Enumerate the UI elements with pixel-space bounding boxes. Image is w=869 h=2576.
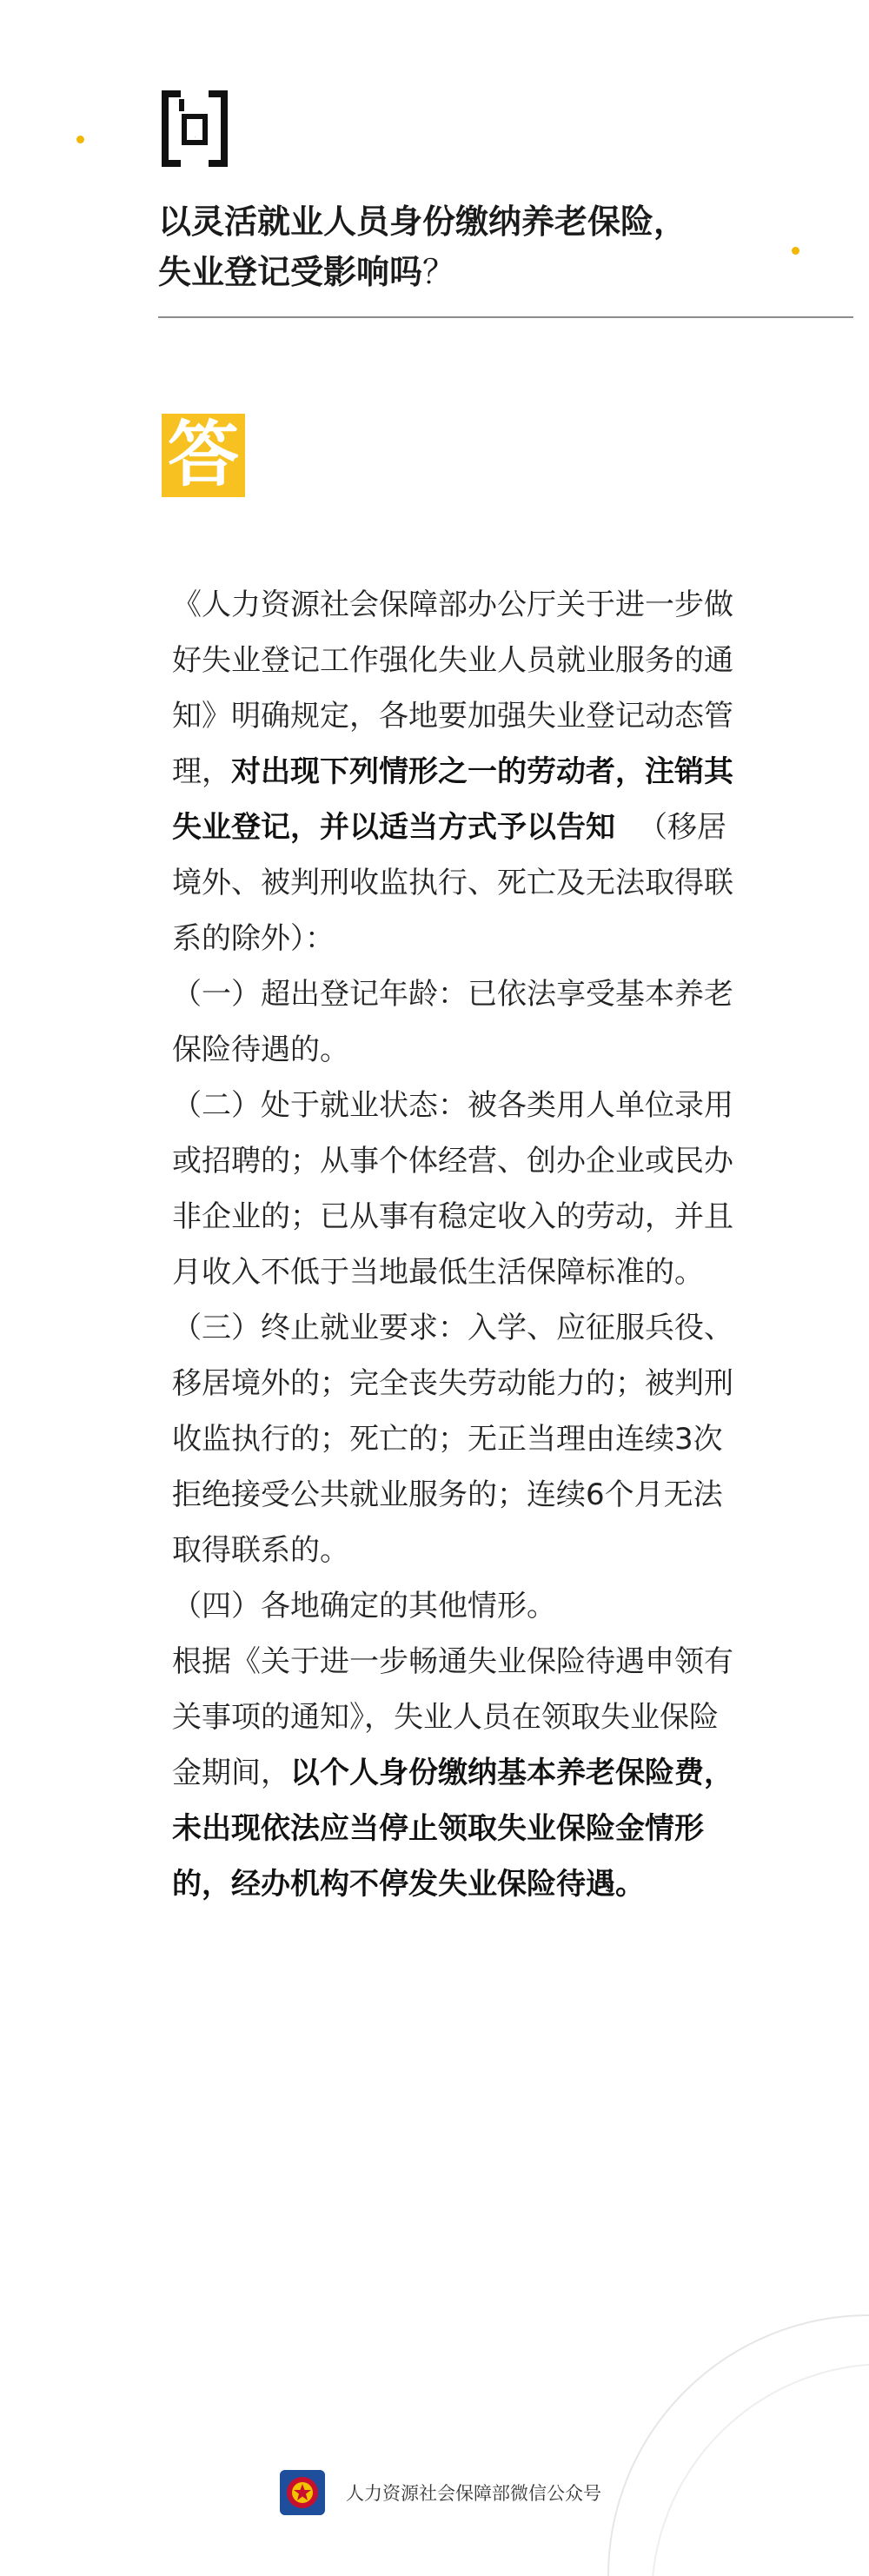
answer-p1-text: 《人力资源社会保障部办公厅关于进一步做好失业登记工作强化失业人员就业服务的通知》明确规定，各地要加强失业登记动态管理， <box>172 588 733 789</box>
question-line-2: 失业登记受影响吗 <box>158 253 423 291</box>
divider <box>158 316 853 318</box>
footer-text: 人力资源社会保障部微信公众号 <box>346 2484 601 2504</box>
answer-badge-char: 答 <box>167 414 239 496</box>
answer-p1-bold: 对出现下列情形之一的劳动者，注销其失业登记，并以适当方式予以告知 <box>172 754 733 845</box>
answer-p1-note: （移居境外、被判刑收监执行、死亡及无法取得联系的除外）： <box>172 810 733 956</box>
question-mark: ？ <box>422 253 456 291</box>
answer-paragraph-2 <box>172 1634 746 1912</box>
answer-paragraph-1 <box>172 577 746 966</box>
answer-p2-bold: 以个人身份缴纳基本养老保险费，未出现依法应当停止领取失业保险金情形的，经办机构不停发失业保险待遇。 <box>172 1756 733 1902</box>
answer-item-3: （三）终止就业要求：入学、应征服兵役、移居境外的；完全丧失劳动能力的；被判刑收监执行的；死亡的；无正当理由连续3次拒绝接受公共就业服务的；连续6个月无法取得联系的。 <box>172 1311 733 1568</box>
answer-body <box>172 577 746 1912</box>
answer-item-2: （二）处于就业状态：被各类用人单位录用或招聘的；从事个体经营、创办企业或民办非企业的；已从事有稳定收入的劳动，并且月收入不低于当地最低生活保障标准的。 <box>172 1088 733 1290</box>
answer-badge <box>162 414 245 497</box>
question-badge-icon <box>158 87 231 170</box>
answer-item-4: （四）各地确定的其他情形。 <box>172 1589 556 1623</box>
answer-p2-text: 根据《关于进一步畅通失业保险待遇申领有关事项的通知》，失业人员在领取失业保险金期间， <box>172 1644 733 1790</box>
ministry-emblem-icon <box>280 2470 325 2515</box>
decorative-circles <box>539 2277 869 2576</box>
decorative-dot <box>76 136 84 143</box>
answer-item-1: （一）超出登记年龄：已依法享受基本养老保险待遇的。 <box>172 977 733 1067</box>
footer <box>280 2470 601 2515</box>
question-badge-char: 问 <box>195 137 196 138</box>
question-line-1: 以灵活就业人员身份缴纳养老保险， <box>158 202 687 241</box>
question-title <box>158 196 819 297</box>
